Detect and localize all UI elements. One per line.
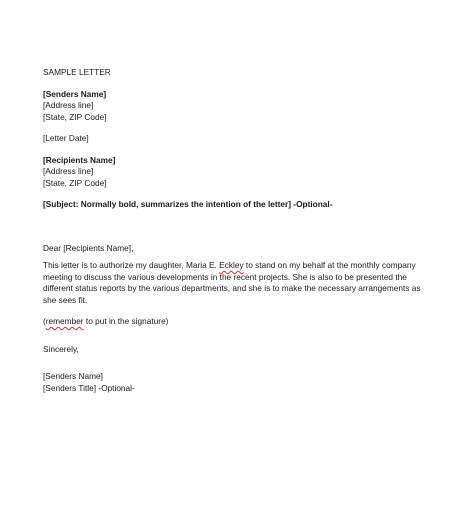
signature-name bbox=[43, 371, 433, 383]
recipient-block bbox=[43, 155, 433, 190]
sender-state-zip: [State, ZIP Code] bbox=[43, 111, 107, 122]
sender-name: [Senders Name] bbox=[43, 88, 107, 99]
signature-title: [Senders Title] -Optional- bbox=[43, 382, 135, 393]
body-text-start: This letter is to authorize my daughter, Maria E. bbox=[43, 260, 220, 270]
salutation: Dear [Recipients Name], bbox=[43, 242, 134, 253]
recipient-address: [Address line] bbox=[43, 166, 94, 176]
subject-line: [Subject: Normally bold, summarizes the intention of the letter] -Optional- bbox=[43, 199, 333, 209]
letter-heading: SAMPLE LETTER bbox=[43, 67, 111, 77]
signature-block bbox=[43, 371, 433, 394]
body-paragraph bbox=[43, 260, 431, 306]
closing: Sincerely, bbox=[43, 343, 79, 354]
sender-block bbox=[43, 89, 433, 124]
reminder-paren: ( bbox=[43, 316, 46, 326]
reminder-rest: to put in the signature) bbox=[83, 316, 169, 326]
letter-date: [Letter Date] bbox=[43, 133, 89, 143]
signature-reminder bbox=[43, 316, 433, 328]
signature-name-end: ] bbox=[100, 371, 103, 381]
spelling-flag-eckley: Eckley bbox=[219, 260, 244, 270]
signature-name-text: [Senders Name bbox=[43, 371, 101, 381]
recipient-name: [Recipients Name] bbox=[43, 154, 116, 165]
recipient-state-zip: [State, ZIP Code] bbox=[43, 177, 107, 188]
sender-address: [Address line] bbox=[43, 100, 94, 110]
spelling-flag-remember: remember bbox=[45, 316, 84, 326]
body-text-rest: to stand on my behalf at the monthly company meeting to discuss the various developments in the recent projects. She is also to be presented the different status reports by the various departments, and she is to make the necessary arrangements as she sees fit. bbox=[43, 260, 421, 305]
letter-body bbox=[43, 67, 433, 394]
